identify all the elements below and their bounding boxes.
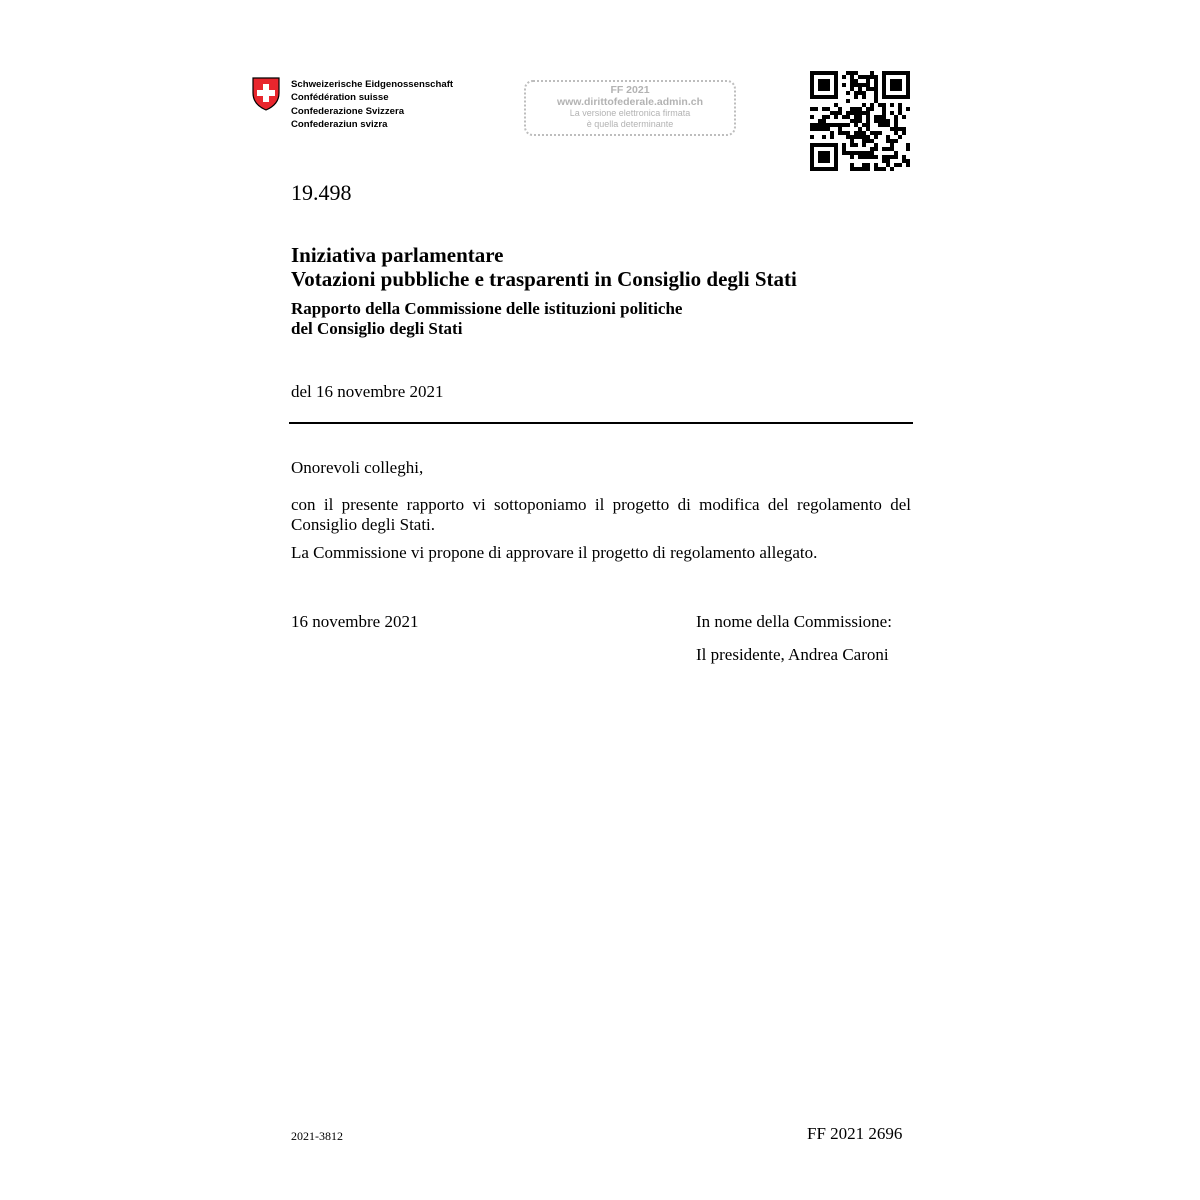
paragraph-1: con il presente rapporto vi sottoponiamo il progetto di modifica del regolamento del Consiglio degli Stati. [291, 495, 911, 534]
confederation-names [291, 78, 453, 132]
signature-line-2: Il presidente, Andrea Caroni [696, 645, 889, 664]
stamp-url: www.dirittofederale.admin.ch [556, 96, 704, 108]
horizontal-divider [289, 422, 913, 424]
footer-reference: 2021-3812 [291, 1129, 343, 1143]
greeting: Onorevoli colleghi, [291, 458, 424, 477]
title-line-2: Votazioni pubbliche e trasparenti in Consiglio degli Stati [291, 267, 797, 291]
stamp-line-1: FF 2021 [610, 84, 650, 96]
swiss-cross-icon [251, 77, 281, 111]
publication-stamp [524, 80, 736, 136]
confederation-name-fr: Confédération suisse [291, 92, 389, 104]
qr-code-icon [810, 71, 910, 171]
paragraph-2: La Commissione vi propone di approvare il progetto di regolamento allegato. [291, 543, 818, 562]
stamp-line-4: è quella determinante [586, 119, 674, 129]
report-date: del 16 novembre 2021 [291, 382, 444, 401]
confederation-name-de: Schweizerische Eidgenossenschaft [291, 79, 454, 90]
document-number: 19.498 [291, 180, 352, 205]
footer-page-id: FF 2021 2696 [807, 1124, 903, 1143]
subtitle-line-1: Rapporto della Commissione delle istituzioni politiche [291, 299, 683, 318]
subtitle-line-2: del Consiglio degli Stati [291, 319, 463, 338]
document-title [291, 243, 797, 291]
signature-line-1: In nome della Commissione: [696, 612, 892, 631]
confederation-name-rm: Confederaziun svizra [291, 119, 388, 131]
stamp-line-3: La versione elettronica firmata [569, 108, 691, 118]
document-subtitle [291, 299, 682, 339]
title-line-1: Iniziativa parlamentare [291, 243, 504, 267]
confederation-name-it: Confederazione Svizzera [291, 105, 405, 117]
closing-date: 16 novembre 2021 [291, 612, 419, 631]
